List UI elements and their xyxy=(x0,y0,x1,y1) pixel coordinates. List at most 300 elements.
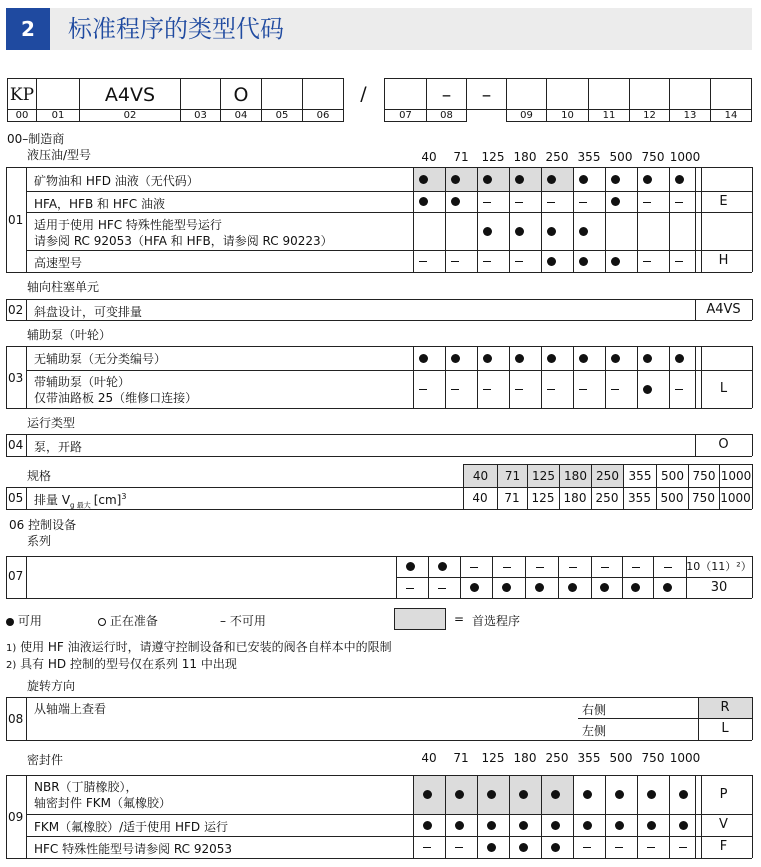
sec03-r1-c1-dash-icon xyxy=(451,389,459,390)
preferred-cell xyxy=(413,167,445,191)
sec05-size-header-4: 250 xyxy=(591,464,624,488)
sec01-r1-c1-dot-icon xyxy=(451,197,460,206)
sec01-r2-c5-dot-icon xyxy=(579,227,588,236)
sec03-r0-c3-dot-icon xyxy=(515,354,524,363)
rule-line xyxy=(6,697,752,698)
footnote-2-text: 具有 HD 控制的型号仅在系列 11 中出现 xyxy=(20,657,237,671)
sec08-right-label: 右侧 xyxy=(582,703,607,717)
sec07-r0-c4-dash-icon xyxy=(536,567,544,568)
rule-line xyxy=(445,775,446,858)
sec03-row-0-code xyxy=(695,346,752,370)
rule-line xyxy=(6,556,752,557)
sec09-row-0-label: NBR（丁腈橡胶）， xyxy=(34,780,138,794)
sec01-r3-c0-dash-icon xyxy=(419,261,427,262)
sec01-r1-c2-dash-icon xyxy=(483,202,491,203)
rule-line xyxy=(525,556,526,598)
rule-line xyxy=(573,346,574,408)
sec09-r0-c5-dot-icon xyxy=(583,790,592,799)
legend-preparing xyxy=(98,612,158,629)
code-cell-8 xyxy=(384,78,427,110)
sec05-value-5: 355 xyxy=(628,491,651,505)
rule-line xyxy=(445,167,446,272)
size-col-71: 71 xyxy=(453,150,469,164)
legend-preferred-label: 首选程序 xyxy=(472,614,521,628)
sec04-title: 运行类型 xyxy=(27,416,76,430)
sec09-r0-c2-dot-icon xyxy=(487,790,496,799)
sec03-r1-c5-dash-icon xyxy=(579,389,587,390)
position-label-03: 03 xyxy=(180,110,221,122)
rule-line xyxy=(460,556,461,598)
rule-line xyxy=(695,272,752,273)
sec09-row-1-code: V xyxy=(719,817,728,832)
sec09-row-2-code: F xyxy=(719,839,728,854)
rule-line xyxy=(637,167,638,272)
rule-line xyxy=(26,556,27,598)
rule-line xyxy=(509,346,510,408)
rule-line xyxy=(509,775,510,858)
footnote-1-mark: 1) xyxy=(6,643,17,654)
position-label-09: 09 xyxy=(506,110,547,122)
sec05-value-0: 40 xyxy=(472,491,488,505)
rule-line xyxy=(6,299,752,300)
rule-line xyxy=(6,320,752,321)
legend-available xyxy=(6,612,42,629)
sec07-r0-c0-dot-icon xyxy=(406,562,415,571)
size-col-180: 180 xyxy=(513,150,537,164)
sec01-r0-c2-dot-icon xyxy=(483,175,492,184)
sec09-r2-c4-dot-icon xyxy=(551,843,560,852)
sec03-row-0-label: 无辅助泵（无分类编号） xyxy=(34,352,167,366)
sec07-r1-c4-dot-icon xyxy=(535,583,544,592)
sec09-r1-c3-dot-icon xyxy=(519,821,528,830)
sec08-label: 从轴端上查看 xyxy=(34,702,107,716)
rule-line xyxy=(428,556,429,598)
rule-line xyxy=(558,556,559,598)
position-label-04: 04 xyxy=(220,110,262,122)
sec01-r2-c3-dot-icon xyxy=(515,227,524,236)
sec09-r1-c6-dot-icon xyxy=(615,821,624,830)
sec00-title: 00–制造商 xyxy=(7,132,65,146)
sec01-r3-c8-dash-icon xyxy=(675,261,683,262)
sec03-r0-c2-dot-icon xyxy=(483,354,492,363)
sec05-size-header-5: 355 xyxy=(623,464,657,488)
sec03-r1-c8-dash-icon xyxy=(675,389,683,390)
sec07-r1-c5-dot-icon xyxy=(568,583,577,592)
sec09-r1-c4-dot-icon xyxy=(551,821,560,830)
sec09-r2-c2-dot-icon xyxy=(487,843,496,852)
rule-line xyxy=(26,775,27,858)
rule-line xyxy=(752,434,753,456)
sec07-r0-c6-dash-icon xyxy=(601,567,609,568)
sec01-r3-c1-dash-icon xyxy=(451,261,459,262)
sec01-number: 01 xyxy=(8,213,24,227)
rule-line xyxy=(6,456,752,457)
legend-available-label: 可用 xyxy=(17,614,42,628)
sec01-r3-c7-dash-icon xyxy=(643,261,651,262)
position-label-08: 08 xyxy=(426,110,467,122)
sec01-r1-c0-dot-icon xyxy=(419,197,428,206)
rule-line xyxy=(413,775,414,858)
filled-dot-icon xyxy=(6,618,14,626)
sec01-r1-c8-dash-icon xyxy=(675,202,683,203)
rule-line xyxy=(653,556,654,598)
sec07-r1-c8-dot-icon xyxy=(663,583,672,592)
sec03-title: 辅助泵（叶轮） xyxy=(27,328,112,342)
sec03-row-1-label: 带辅助泵（叶轮） xyxy=(34,375,131,389)
rule-line xyxy=(669,167,670,272)
sec05-size-header-8: 1000 xyxy=(719,464,753,488)
sec02-label: 斜盘设计，可变排量 xyxy=(34,305,143,319)
rule-line xyxy=(622,556,623,598)
sec07-number: 07 xyxy=(8,569,24,583)
rule-line xyxy=(605,775,606,858)
sec07-r0-c1-dot-icon xyxy=(438,562,447,571)
rule-line xyxy=(445,346,446,408)
sec03-r0-c0-dot-icon xyxy=(419,354,428,363)
rule-line xyxy=(6,556,7,598)
position-label-05: 05 xyxy=(261,110,303,122)
size-col-750: 750 xyxy=(641,150,665,164)
sec09-r0-c4-dot-icon xyxy=(551,790,560,799)
sec09-r1-c8-dot-icon xyxy=(679,821,688,830)
sec01-row-3-label: 高速型号 xyxy=(34,256,83,270)
page-title: 标准程序的类型代码 xyxy=(68,15,284,43)
code-cell-2: A4VS xyxy=(79,78,181,110)
sec06-title: 06 控制设备 xyxy=(9,518,77,532)
size-col-09-40: 40 xyxy=(421,751,437,765)
preferred-cell xyxy=(509,167,541,191)
rule-line xyxy=(541,775,542,858)
sec08-code-r: R xyxy=(720,700,730,715)
sec01-r3-c4-dot-icon xyxy=(547,257,556,266)
size-col-125: 125 xyxy=(481,150,505,164)
code-cell-5 xyxy=(261,78,303,110)
size-col-09-125: 125 xyxy=(481,751,505,765)
sec03-r0-c8-dot-icon xyxy=(675,354,684,363)
legend-unavailable: – 不可用 xyxy=(220,614,266,628)
rule-line xyxy=(413,167,701,168)
rule-line xyxy=(541,167,542,272)
rule-line xyxy=(6,346,701,347)
rule-line xyxy=(413,272,701,273)
sec05-size-header-2: 125 xyxy=(527,464,560,488)
sec05-label-sub: g 最大 xyxy=(70,501,91,510)
sec03-r0-c4-dot-icon xyxy=(547,354,556,363)
sec01-row-0-label: 矿物油和 HFD 油液（无代码） xyxy=(34,174,199,188)
sec01-r3-c6-dot-icon xyxy=(611,257,620,266)
preferred-cell xyxy=(445,167,477,191)
footnote-1-text: 使用 HF 油液运行时，请遵守控制设备和已安装的阀各自样本中的限制 xyxy=(20,640,392,654)
position-label-13: 13 xyxy=(669,110,711,122)
rule-line xyxy=(6,775,701,776)
sec09-row-0-label2: 轴密封件 FKM（氟橡胶） xyxy=(34,796,171,810)
sec01-row-1-label: HFA，HFB 和 HFC 油液 xyxy=(34,196,165,211)
rule-line xyxy=(477,167,478,272)
sec09-r2-c3-dot-icon xyxy=(519,843,528,852)
rule-line xyxy=(26,434,27,456)
rule-line xyxy=(605,346,606,408)
sec07-r0-c8-dash-icon xyxy=(664,567,672,568)
rule-line xyxy=(26,250,701,251)
sec01-r1-c3-dash-icon xyxy=(515,202,523,203)
sec05-value-3: 180 xyxy=(563,491,587,505)
sec09-r0-c3-dot-icon xyxy=(519,790,528,799)
sec09-r1-c0-dot-icon xyxy=(423,821,432,830)
sec07-r1-c0-dash-icon xyxy=(406,588,414,589)
footnote-2-mark: 2) xyxy=(6,660,17,671)
position-label-06: 06 xyxy=(302,110,344,122)
rule-line xyxy=(6,858,701,859)
sec01-r0-c7-dot-icon xyxy=(643,175,652,184)
sec05-value-2: 125 xyxy=(531,491,555,505)
size-col-09-750: 750 xyxy=(641,751,665,765)
sec05-label-sup: 3 xyxy=(121,492,127,501)
rule-line xyxy=(695,408,752,409)
code-cell-16 xyxy=(710,78,752,110)
sec05-value-8: 1000 xyxy=(720,491,751,505)
sec09-row-1-label: FKM（氟橡胶）/适于使用 HFD 运行 xyxy=(34,820,228,834)
sec09-r1-c2-dot-icon xyxy=(487,821,496,830)
sec08-number: 08 xyxy=(8,712,24,726)
size-col-1000: 1000 xyxy=(669,150,701,164)
sec04-code: O xyxy=(718,437,729,452)
rule-line xyxy=(413,167,414,272)
code-cell-13 xyxy=(588,78,630,110)
sec09-r2-c1-dash-icon xyxy=(455,847,463,848)
sec03-r1-c6-dash-icon xyxy=(611,389,619,390)
sec07-r1-c2-dot-icon xyxy=(470,583,479,592)
sec05-size-header-1: 71 xyxy=(497,464,528,488)
sec02-number: 02 xyxy=(8,303,24,317)
rule-line xyxy=(6,740,752,741)
code-cell-11 xyxy=(506,78,547,110)
sec05-value-4: 250 xyxy=(595,491,619,505)
sec01-r0-c5-dot-icon xyxy=(579,175,588,184)
rule-line xyxy=(637,346,638,408)
rule-line xyxy=(6,346,7,408)
sec07-row-0-code: 10（11）²） xyxy=(686,560,752,573)
sec01-row-0-code xyxy=(695,167,752,191)
sec01-r2-c4-dot-icon xyxy=(547,227,556,236)
sec01-r0-c4-dot-icon xyxy=(547,175,556,184)
hollow-dot-icon xyxy=(98,618,106,626)
size-col-09-500: 500 xyxy=(609,751,633,765)
sec05-size-header-3: 180 xyxy=(559,464,592,488)
rule-line xyxy=(752,697,753,740)
sec01-r0-c0-dot-icon xyxy=(419,175,428,184)
sec03-r0-c5-dot-icon xyxy=(579,354,588,363)
position-label-00: 00 xyxy=(7,110,37,122)
sec03-r1-c7-dot-icon xyxy=(643,385,652,394)
rule-line xyxy=(6,408,701,409)
sec09-r0-c0-dot-icon xyxy=(423,790,432,799)
sec09-r2-c7-dash-icon xyxy=(647,847,655,848)
legend-eq: = xyxy=(454,612,465,626)
sec09-r1-c1-dot-icon xyxy=(455,821,464,830)
code-cell-10: – xyxy=(466,78,507,110)
sec09-row-0-code: P xyxy=(719,787,728,802)
sec07-r1-c6-dot-icon xyxy=(600,583,609,592)
sec05-size-header-7: 750 xyxy=(688,464,720,488)
sec02-code: A4VS xyxy=(706,302,741,317)
sec03-r1-c3-dash-icon xyxy=(515,389,523,390)
sec03-r0-c1-dot-icon xyxy=(451,354,460,363)
sec07-r0-c3-dash-icon xyxy=(503,567,511,568)
sec08-code-l: L xyxy=(721,721,729,736)
sec07-r0-c7-dash-icon xyxy=(632,567,640,568)
rule-line xyxy=(477,346,478,408)
sec05-value-7: 750 xyxy=(692,491,715,505)
sec07-r1-c1-dash-icon xyxy=(438,588,446,589)
rule-line xyxy=(396,556,397,598)
rule-line xyxy=(26,836,701,837)
sec07-r0-c2-dash-icon xyxy=(470,567,478,568)
sec05-value-6: 500 xyxy=(660,491,684,505)
position-label-07: 07 xyxy=(384,110,427,122)
code-cell-6 xyxy=(302,78,344,110)
legend-preferred-swatch xyxy=(394,608,446,630)
sec09-r2-c0-dash-icon xyxy=(423,847,431,848)
rule-line xyxy=(6,299,7,320)
sec09-r1-c5-dot-icon xyxy=(583,821,592,830)
code-cell-14 xyxy=(629,78,670,110)
sec09-r2-c6-dash-icon xyxy=(615,847,623,848)
sec01-row-2-label2: 请参阅 RC 92053（HFA 和 HFB，请参阅 RC 90223） xyxy=(34,234,333,248)
sec01-r1-c7-dash-icon xyxy=(643,202,651,203)
rule-line xyxy=(26,814,701,815)
rule-line xyxy=(6,434,752,435)
sec01-row-1-code: E xyxy=(719,194,728,209)
rule-line xyxy=(6,697,7,740)
position-label-02: 02 xyxy=(79,110,181,122)
size-col-09-250: 250 xyxy=(545,751,569,765)
rule-line xyxy=(637,775,638,858)
sec01-r3-c3-dash-icon xyxy=(515,261,523,262)
position-label-10: 10 xyxy=(546,110,589,122)
sec05-number: 05 xyxy=(8,491,24,505)
sec05-size-header-0: 40 xyxy=(463,464,498,488)
rule-line xyxy=(752,556,753,598)
position-label-01: 01 xyxy=(36,110,80,122)
sec03-r1-c0-dash-icon xyxy=(419,389,427,390)
code-cell-12 xyxy=(546,78,589,110)
legend-preparing-label: 正在准备 xyxy=(109,614,158,628)
sec05-size-header-6: 500 xyxy=(656,464,689,488)
size-col-09-355: 355 xyxy=(577,751,601,765)
sec03-r0-c6-dot-icon xyxy=(611,354,620,363)
sec01-row-3-code: H xyxy=(718,253,729,268)
rule-line xyxy=(541,346,542,408)
rule-line xyxy=(26,191,701,192)
rule-line xyxy=(26,299,27,320)
sec09-row-2-label: HFC 特殊性能型号请参阅 RC 92053 xyxy=(34,842,233,856)
rule-line xyxy=(413,346,414,408)
sec09-r0-c8-dot-icon xyxy=(679,790,688,799)
sec01-r0-c1-dot-icon xyxy=(451,175,460,184)
rule-line xyxy=(26,212,701,213)
size-col-09-180: 180 xyxy=(513,751,537,765)
rule-line xyxy=(669,775,670,858)
rule-line xyxy=(6,167,7,272)
sec09-r0-c7-dot-icon xyxy=(647,790,656,799)
sec09-r0-c1-dot-icon xyxy=(455,790,464,799)
preferred-cell xyxy=(541,167,573,191)
sec07-r1-c7-dot-icon xyxy=(631,583,640,592)
footnote-1 xyxy=(6,638,392,655)
size-col-40: 40 xyxy=(421,150,437,164)
sec03-number: 03 xyxy=(8,371,24,385)
sec01-r3-c2-dash-icon xyxy=(483,261,491,262)
sec09-r0-c6-dot-icon xyxy=(615,790,624,799)
rule-line xyxy=(752,346,753,408)
code-cell-9: – xyxy=(426,78,467,110)
rule-line xyxy=(605,167,606,272)
rule-line xyxy=(26,487,27,509)
sec09-r1-c7-dot-icon xyxy=(647,821,656,830)
position-label-14: 14 xyxy=(710,110,752,122)
rule-line xyxy=(477,775,478,858)
footnote-2 xyxy=(6,655,237,672)
rule-line xyxy=(752,487,753,509)
rule-line xyxy=(6,598,752,599)
code-cell-15 xyxy=(669,78,711,110)
position-label-11: 11 xyxy=(588,110,630,122)
sec03-row-1-label2: 仅带油路板 25（维修口连接） xyxy=(34,391,198,405)
rule-line xyxy=(6,487,7,509)
sec05-title: 规格 xyxy=(27,469,52,483)
section-number: 2 xyxy=(6,8,50,50)
sec04-label: 泵，开路 xyxy=(34,440,83,454)
rule-line xyxy=(573,775,574,858)
rule-line xyxy=(695,858,752,859)
code-cell-4: O xyxy=(220,78,262,110)
rule-line xyxy=(752,167,753,272)
sec06-subtitle: 系列 xyxy=(27,534,52,548)
sec01-r0-c8-dot-icon xyxy=(675,175,684,184)
rule-line xyxy=(6,434,7,456)
sec01-r1-c6-dot-icon xyxy=(611,197,620,206)
rule-line xyxy=(752,299,753,320)
rule-line xyxy=(26,167,27,272)
sec07-row-1-code: 30 xyxy=(710,580,728,595)
sec01-r0-c3-dot-icon xyxy=(515,175,524,184)
sec05-label-text: 排量 V xyxy=(34,493,71,507)
sec09-r2-c5-dash-icon xyxy=(583,847,591,848)
sec01-r2-c2-dot-icon xyxy=(483,227,492,236)
sec03-r0-c7-dot-icon xyxy=(643,354,652,363)
rule-line xyxy=(492,556,493,598)
sec05-label-unit: [cm] xyxy=(93,493,122,507)
sec01-r3-c5-dot-icon xyxy=(579,257,588,266)
rule-line xyxy=(26,697,27,740)
position-label-12: 12 xyxy=(629,110,670,122)
sec09-r2-c8-dash-icon xyxy=(679,847,687,848)
rule-line xyxy=(26,346,27,408)
sec01-r0-c6-dot-icon xyxy=(611,175,620,184)
size-col-250: 250 xyxy=(545,150,569,164)
rule-line xyxy=(6,272,413,273)
code-cell-0: KP xyxy=(7,78,37,110)
sec01-r1-c5-dash-icon xyxy=(579,202,587,203)
sec05-label xyxy=(34,491,126,510)
size-col-09-71: 71 xyxy=(453,751,469,765)
sec03-r1-c4-dash-icon xyxy=(547,389,555,390)
preferred-cell xyxy=(477,167,509,191)
code-cell-3 xyxy=(180,78,221,110)
rule-line xyxy=(752,775,753,858)
sec02-title: 轴向柱塞单元 xyxy=(27,280,100,294)
sec00-subtitle: 液压油/型号 xyxy=(27,148,92,162)
